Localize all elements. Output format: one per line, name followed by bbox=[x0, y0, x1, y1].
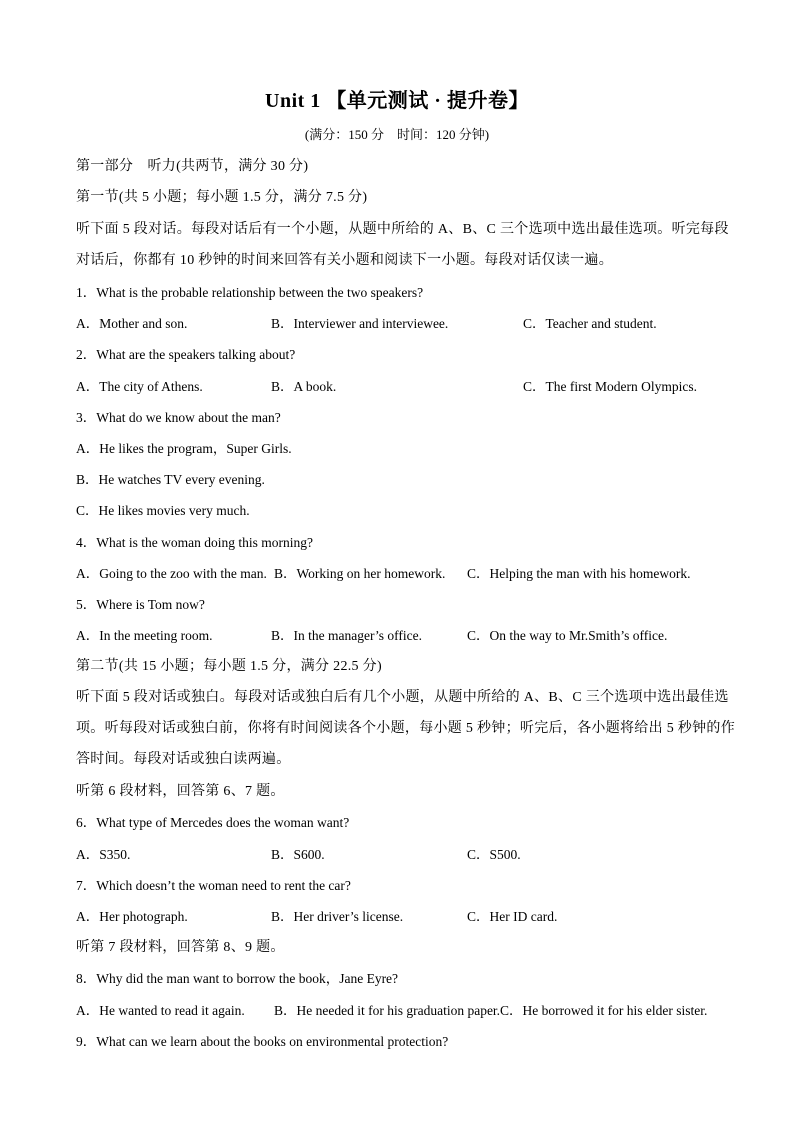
question-1-option-a: A．Mother and son. bbox=[76, 316, 188, 331]
material-6-heading: 听第 6 段材料，回答第 6、7 题。 bbox=[76, 784, 285, 799]
question-6-option-a: A．S350. bbox=[76, 847, 131, 862]
question-5-option-a: A．In the meeting room. bbox=[76, 628, 213, 643]
question-2-option-c: C．The first Modern Olympics. bbox=[523, 379, 697, 394]
question-8-stem: 8．Why did the man want to borrow the book，Jane Eyre? bbox=[76, 971, 399, 986]
question-7-stem: 7．Which doesn’t the woman need to rent the car? bbox=[76, 878, 351, 893]
question-1-option-c: C．Teacher and student. bbox=[523, 316, 657, 331]
material-7-heading: 听第 7 段材料，回答第 8、9 题。 bbox=[76, 940, 285, 955]
question-3-option-c: C．He likes movies very much. bbox=[76, 503, 250, 518]
question-5-option-b: B．In the manager’s office. bbox=[271, 628, 422, 643]
section2-instructions-line1: 听下面 5 段对话或独白。每段对话或独白后有几个小题，从题中所给的 A、B、C 三个选项中选出最佳选 bbox=[76, 690, 729, 705]
section2-instructions-line2: 项。听每段对话或独白前，你将有时间阅读各个小题，每小题 5 秒钟；听完后，各小题将给出 5 秒钟的作 bbox=[76, 721, 735, 736]
question-2-stem: 2．What are the speakers talking about? bbox=[76, 347, 296, 362]
question-6-option-b: B．S600. bbox=[271, 847, 325, 862]
question-4-stem: 4．What is the woman doing this morning? bbox=[76, 535, 313, 550]
section1-instructions-line2: 对话后，你都有 10 秒钟的时间来回答有关小题和阅读下一小题。每段对话仅读一遍。 bbox=[76, 253, 613, 268]
question-5-option-c: C．On the way to Mr.Smith’s office. bbox=[467, 628, 668, 643]
question-3-option-b: B．He watches TV every evening. bbox=[76, 472, 265, 487]
section1-instructions-line1: 听下面 5 段对话。每段对话后有一个小题，从题中所给的 A、B、C 三个选项中选出最佳选项。听完每段 bbox=[76, 222, 729, 237]
page-title: Unit 1 【单元测试 · 提升卷】 bbox=[265, 90, 529, 112]
question-1-stem: 1．What is the probable relationship between the two speakers? bbox=[76, 285, 424, 300]
question-3-stem: 3．What do we know about the man? bbox=[76, 410, 281, 425]
question-7-option-c: C．Her ID card. bbox=[467, 909, 558, 924]
section2-heading: 第二节(共 15 小题；每小题 1.5 分，满分 22.5 分) bbox=[76, 659, 382, 674]
part1-heading: 第一部分 听力(共两节，满分 30 分) bbox=[76, 159, 309, 174]
question-8-option-b: B．He needed it for his graduation paper. bbox=[274, 1003, 501, 1018]
question-2-option-b: B．A book. bbox=[271, 379, 337, 394]
question-2-option-a: A．The city of Athens. bbox=[76, 379, 203, 394]
question-8-option-a: A．He wanted to read it again. bbox=[76, 1003, 245, 1018]
section2-instructions-line3: 答时间。每段对话或独白读两遍。 bbox=[76, 752, 291, 767]
question-5-stem: 5．Where is Tom now? bbox=[76, 597, 205, 612]
question-3-option-a: A．He likes the program，Super Girls. bbox=[76, 441, 292, 456]
question-7-option-b: B．Her driver’s license. bbox=[271, 909, 404, 924]
question-6-stem: 6．What type of Mercedes does the woman want? bbox=[76, 815, 350, 830]
question-9-stem: 9．What can we learn about the books on environmental protection? bbox=[76, 1034, 449, 1049]
question-4-option-c: C．Helping the man with his homework. bbox=[467, 566, 691, 581]
question-8-option-c: C．He borrowed it for his elder sister. bbox=[500, 1003, 708, 1018]
question-4-option-a: A．Going to the zoo with the man. bbox=[76, 566, 267, 581]
question-7-option-a: A．Her photograph. bbox=[76, 909, 188, 924]
question-1-option-b: B．Interviewer and interviewee. bbox=[271, 316, 449, 331]
question-6-option-c: C．S500. bbox=[467, 847, 521, 862]
question-4-option-b: B．Working on her homework. bbox=[274, 566, 446, 581]
exam-info: (满分：150 分 时间：120 分钟) bbox=[304, 127, 490, 142]
section1-heading: 第一节(共 5 小题；每小题 1.5 分，满分 7.5 分) bbox=[76, 190, 368, 205]
